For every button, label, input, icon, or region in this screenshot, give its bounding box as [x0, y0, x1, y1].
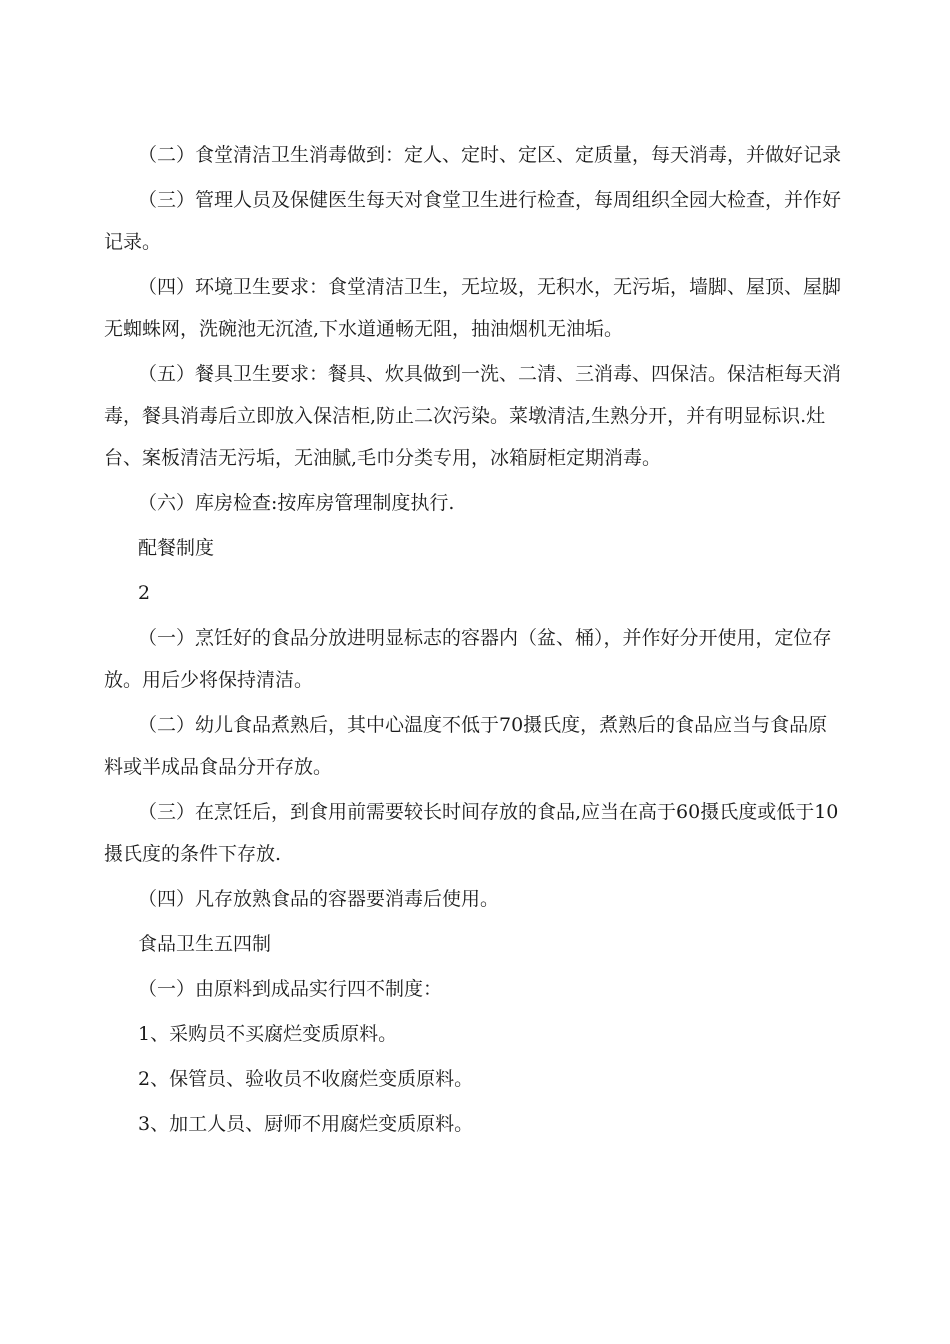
paragraph-container-disinfection: （四）凡存放熟食品的容器要消毒后使用。 — [138, 888, 500, 910]
paragraph-holding-temperature: （三）在烹饪后，到食用前需要较长时间存放的食品,应当在高于60摄氏度或低于10摄氏度的条件下存放. — [104, 801, 839, 865]
heading-meal-distribution: 配餐制度 — [138, 537, 215, 559]
paragraph-canteen-disinfection: （二）食堂清洁卫生消毒做到：定人、定时、定区、定质量，每天消毒，并做好记录 — [138, 144, 842, 166]
heading-food-hygiene-rules: 食品卫生五四制 — [138, 933, 272, 955]
paragraph-four-no-system: （一）由原料到成品实行四不制度： — [138, 978, 443, 1000]
paragraph-container-storage: （一）烹饪好的食品分放进明显标志的容器内（盆、桶），并作好分开使用，定位存放。用后少将保持清洁。 — [104, 627, 832, 691]
list-item-cook: 3、加工人员、厨师不用腐烂变质原料。 — [138, 1113, 474, 1135]
paragraph-inspection: （三）管理人员及保健医生每天对食堂卫生进行检查，每周组织全园大检查，并作好记录。 — [104, 189, 842, 253]
list-item-storekeeper: 2、保管员、验收员不收腐烂变质原料。 — [138, 1068, 474, 1090]
document-page — [104, 134, 844, 1148]
page-number: 2 — [138, 582, 151, 604]
paragraph-cooking-temperature: （二）幼儿食品煮熟后，其中心温度不低于70摄氏度，煮熟后的食品应当与食品原料或半成品食品分开存放。 — [104, 714, 828, 778]
paragraph-tableware-hygiene: （五）餐具卫生要求：餐具、炊具做到一洗、二清、三消毒、四保洁。保洁柜每天消毒，餐具消毒后立即放入保洁柜,防止二次污染。菜墩清洁,生熟分开，并有明显标识.灶台、案板清洁无污垢，无油腻,毛巾分类专用，冰箱厨柜定期消毒。 — [104, 363, 842, 469]
paragraph-environment-hygiene: （四）环境卫生要求：食堂清洁卫生，无垃圾，无积水，无污垢，墙脚、屋顶、屋脚无蜘蛛网，洗碗池无沉渣,下水道通畅无阻，抽油烟机无油垢。 — [104, 276, 842, 340]
paragraph-storeroom-check: （六）库房检查:按库房管理制度执行. — [138, 492, 455, 514]
list-item-purchaser: 1、采购员不买腐烂变质原料。 — [138, 1023, 398, 1045]
